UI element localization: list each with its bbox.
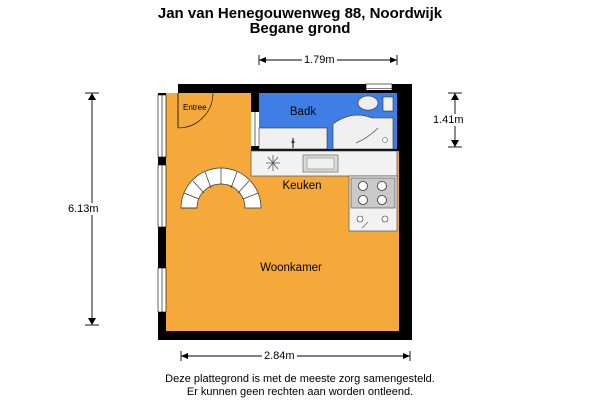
stove [351,178,395,208]
dim-label-top: 1.79m [304,54,335,66]
fan-icon [266,155,280,171]
room-label-keuken: Keuken [282,180,322,192]
room-label-entree: Entree [183,103,207,112]
toilet [358,96,378,110]
dim-label-left: 6.13m [68,203,99,215]
disclaimer-line-1: Deze plattegrond is met de meeste zorg samengesteld. [165,373,435,385]
dim-label-bottom: 2.84m [264,350,295,362]
room-label-woonkamer: Woonkamer [260,262,322,274]
disclaimer-line-2: Er kunnen geen rechten aan worden ontleend. [186,386,414,398]
room-label-badk: Badk [289,106,317,118]
entrance-gap [158,84,178,93]
dim-label-right: 1.41m [433,114,464,126]
floor-title: Begane grond [249,20,351,37]
address-title: Jan van Henegouwenweg 88, Noordwijk [157,5,443,22]
washbasin [333,115,393,149]
